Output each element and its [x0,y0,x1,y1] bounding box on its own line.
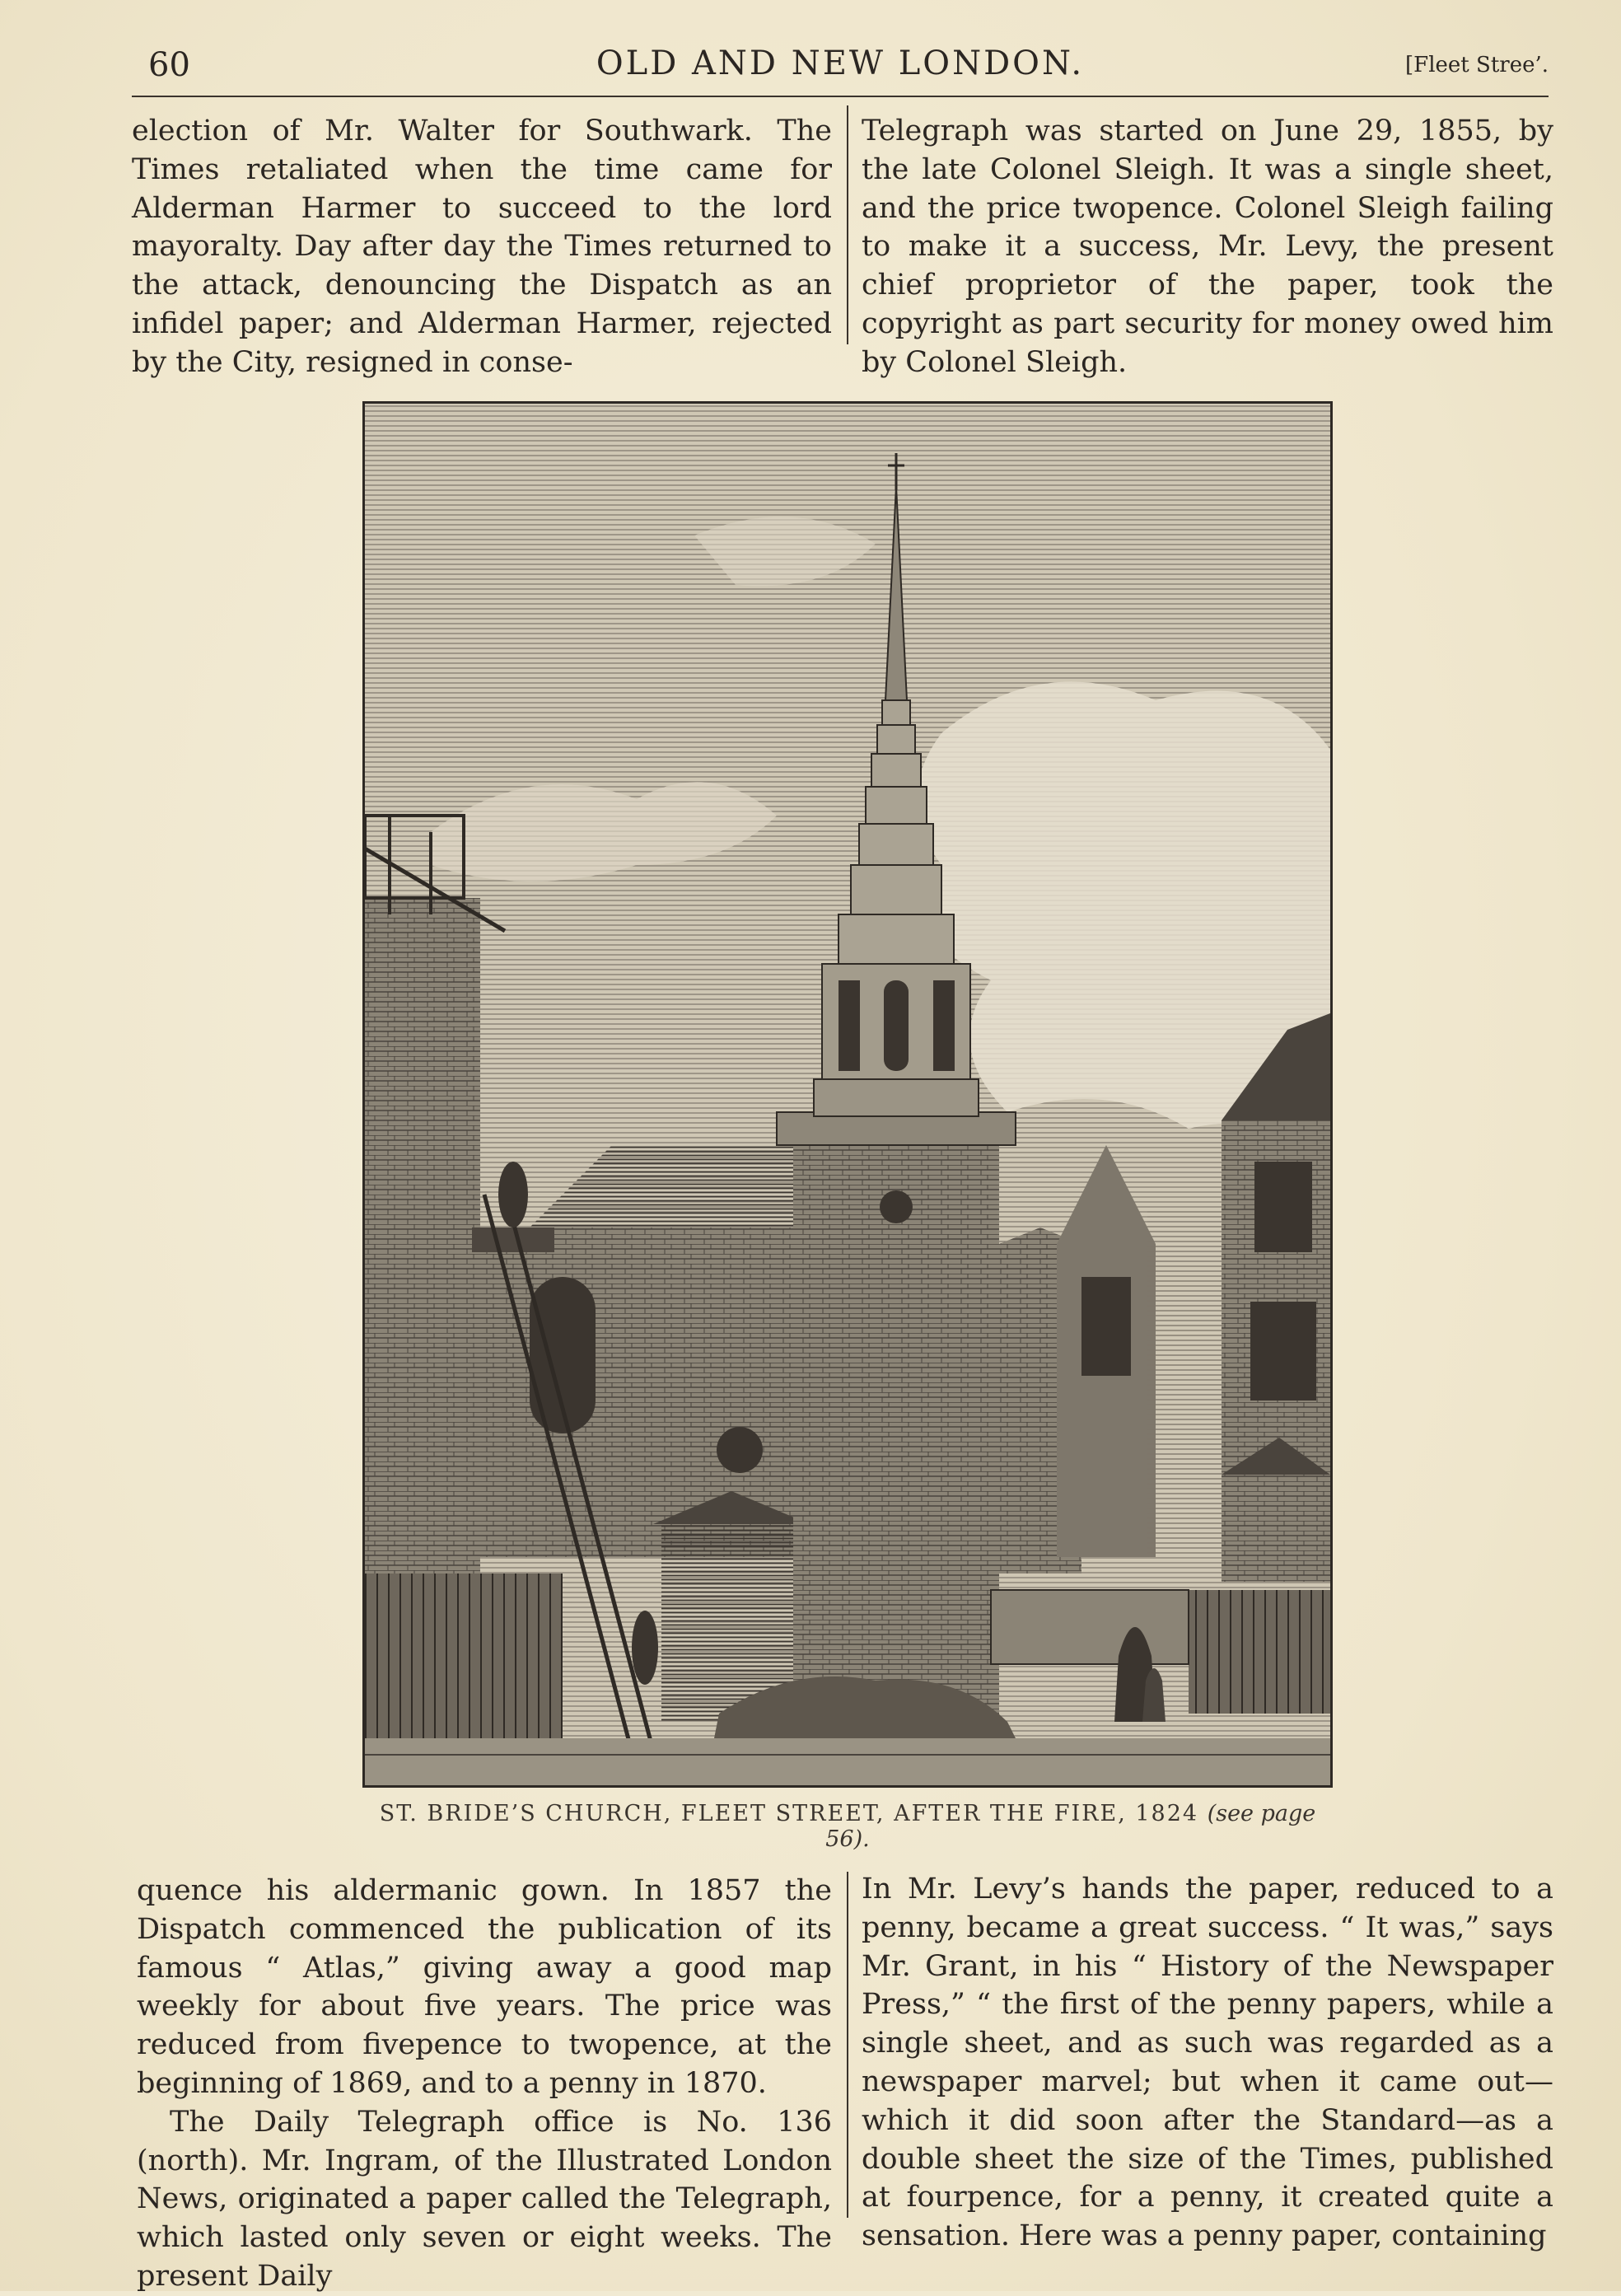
page-number: 60 [148,46,190,84]
figure-caption [362,1801,1333,1852]
paragraph: quence his aldermanic gown. In 1857 the Dispatch commenced the publication of its famous “ Atlas,” giving away a good map weekly for about five years. The price was reduced from fivepence to twopence, at the beginning of 1869, and to a penny in 1870. [137,1874,832,2100]
column-top-left [132,112,832,382]
paragraph: Telegraph was started on June 29, 1855, by the late Colonel Sleigh. It was a single sheet, and the price twopence. Colonel Sleigh failing to make it a success, Mr. Levy, the present chief proprietor of the paper, took the copyright as part security for money owed him by Colonel Sleigh. [862,115,1553,379]
book-title: OLD AND NEW LONDON. [596,44,1085,82]
paragraph: The Daily Telegraph office is No. 136 (north). Mr. Ingram, of the Illustrated London News, originated a paper called the Telegraph, which lasted only seven or eight weeks. The present Daily [137,2105,832,2293]
section-label: [Fleet Stree’. [1405,53,1549,77]
column-divider-top [847,105,848,344]
column-divider-bottom [847,1872,848,2218]
church-engraving-illustration [365,404,1330,1785]
caption-title: ST. BRIDE’S CHURCH, FLEET STREET, AFTER THE FIRE, 1824 [379,1801,1199,1826]
column-bottom-right [862,1870,1553,2256]
column-bottom-left [137,1872,832,2296]
running-head [132,41,1549,97]
engraving-st-brides-church [362,401,1333,1788]
paragraph: In Mr. Levy’s hands the paper, reduced to a penny, became a great success. “ It was,” says Mr. Grant, in his “ History of the Newspaper Press,” “ the first of the penny papers, while a single sheet, and as such was regarded as a newspaper marvel; but when it came out—which it did soon after the Standard—as a double sheet the size of the Times, published at fourpence, for a penny, it created quite a sensation. Here was a penny paper, containing [862,1873,1553,2253]
paragraph: election of Mr. Walter for Southwark. The Times retaliated when the time came for Alderman Harmer to succeed to the lord mayoralty. Day after day the Times returned to the attack, denouncing the Dispatch as an infidel paper; and Alderman Harmer, rejected by the City, resigned in conse- [132,115,832,379]
column-top-right [862,112,1553,382]
caption-reference: (see page 56). [825,1801,1316,1852]
